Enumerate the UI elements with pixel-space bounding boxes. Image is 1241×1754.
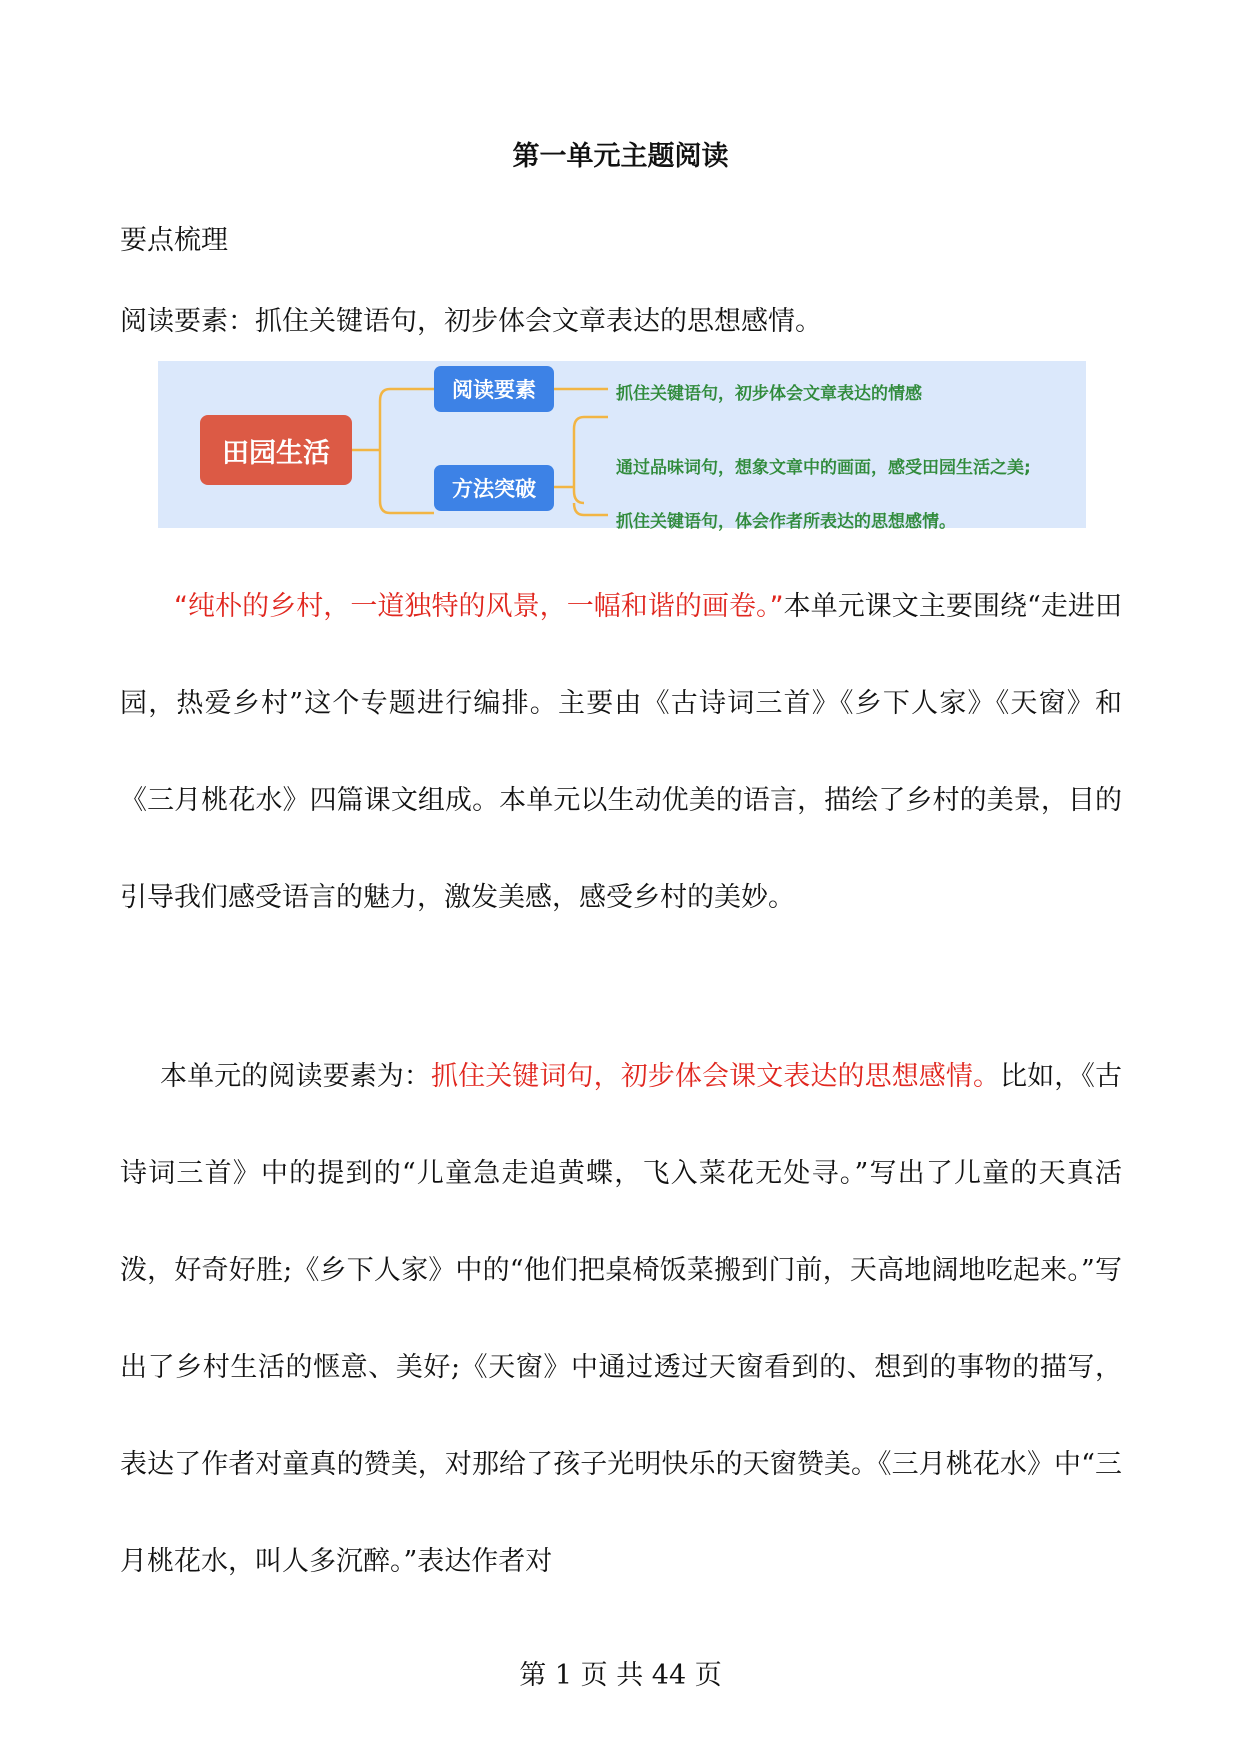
bold-text: 主要由《古诗词三首》《乡下人家》《天窗》和《三月桃花水》四篇课文组成。 bbox=[120, 688, 1122, 816]
reading-element-line: 阅读要素：抓住关键语句，初步体会文章表达的思想感情。 bbox=[120, 306, 822, 337]
paragraph-intro bbox=[120, 558, 1122, 946]
mind-map-root: 田园生活 bbox=[200, 415, 352, 485]
page-footer: 第 1 页 共 44 页 bbox=[519, 1660, 722, 1691]
root-branch-bracket bbox=[380, 389, 434, 513]
paragraph-text: 本单元的阅读要素为： bbox=[160, 1061, 431, 1092]
branch-2-bracket bbox=[574, 417, 584, 503]
mind-map-branch-method: 方法突破 bbox=[434, 465, 554, 511]
section-heading: 要点梳理 bbox=[120, 225, 228, 256]
paragraph-text: 本单元课文主要围绕“走进田园，热爱乡村”这个专题进行编排。 bbox=[120, 591, 1122, 719]
highlight-quote: “纯朴的乡村，一道独特的风景，一幅和谐的画卷。” bbox=[174, 591, 784, 622]
paragraph-reading-element bbox=[120, 1028, 1122, 1610]
paragraph-text: 比如，《古诗词三首》中的提到的“儿童急走追黄蝶，飞入菜花无处寻。”写出了儿童的天真活泼，好奇好胜;《乡下人家》中的“他们把桌椅饭菜搬到门前，天高地阔地吃起来。”写出了乡村生活的惬意、美好;《天窗》中通过透过天窗看到的、想到的事物的描写，表达了作者对童真的赞美，对那给了孩子光明快乐的天窗赞美。《三月桃花水》中“三月桃花水，叫人多沉醉。”表达作者对 bbox=[120, 1061, 1123, 1577]
mind-map-leaf: 抓住关键语句，体会作者所表达的思想感情。 bbox=[616, 512, 956, 532]
page-title: 第一单元主题阅读 bbox=[512, 141, 729, 172]
highlight-key-point: 抓住关键词句，初步体会课文表达的思想感情。 bbox=[431, 1061, 1001, 1092]
mind-map-branch-reading: 阅读要素 bbox=[434, 366, 554, 412]
mind-map-leaf: 通过品味词句，想象文章中的画面，感受田园生活之美; bbox=[616, 458, 1031, 478]
paragraph-text: 本单元以生动优美的语言，描绘了乡村的美景，目的引导我们感受语言的魅力，激发美感，感受乡村的美妙。 bbox=[120, 785, 1123, 913]
mind-map-leaf: 抓住关键语句，初步体会文章表达的情感 bbox=[616, 384, 922, 404]
connector-leaf-3a bbox=[574, 503, 584, 515]
mind-map bbox=[158, 361, 1086, 532]
